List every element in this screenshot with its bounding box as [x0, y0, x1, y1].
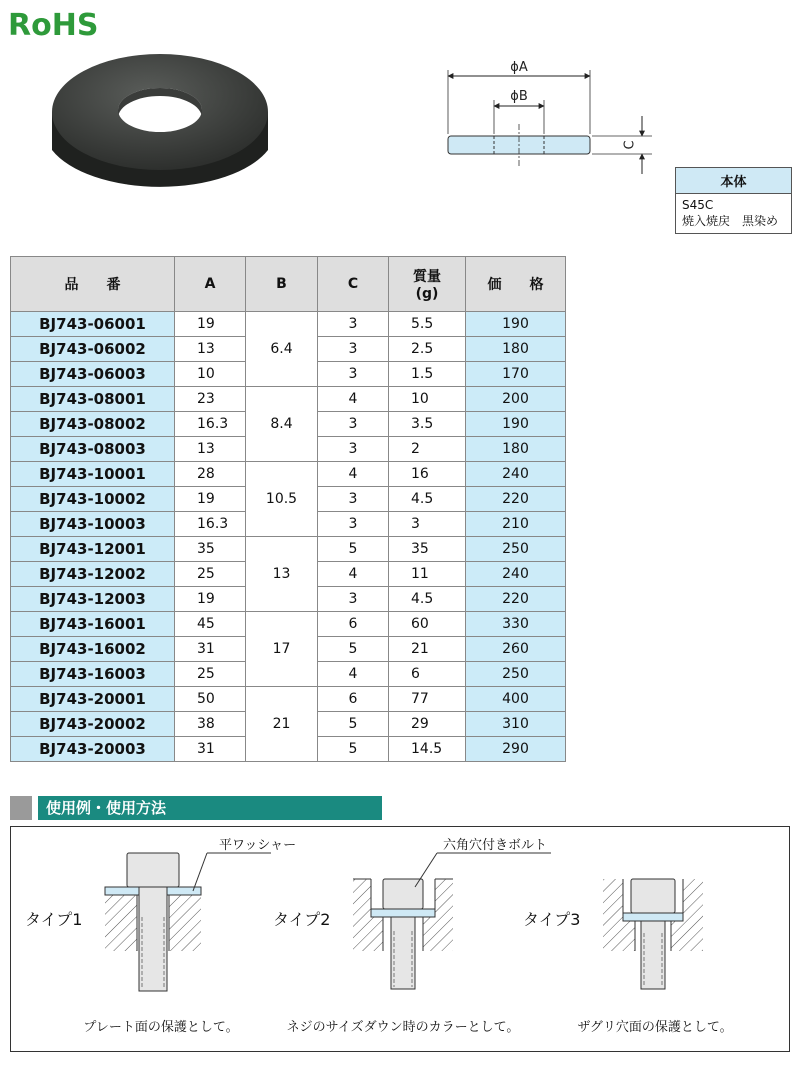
dimension-b-cell: 10.5: [246, 462, 318, 537]
callout-hex-socket-bolt: 六角穴付きボルト: [443, 838, 548, 853]
usage-panel: [10, 826, 790, 1052]
dimension-c-cell: 3: [318, 412, 389, 437]
header-mass-unit: (g): [415, 286, 439, 302]
table-row: [11, 312, 566, 337]
price-cell: 180: [466, 437, 566, 462]
table-row: [11, 537, 566, 562]
type1-diagram: [105, 853, 271, 991]
part-number-cell: BJ743-08003: [11, 437, 175, 462]
price-cell: 190: [466, 412, 566, 437]
section-marker: [10, 796, 32, 820]
type2-caption: ネジのサイズダウン時のカラーとして。: [286, 1020, 520, 1035]
part-number-cell: BJ743-12003: [11, 587, 175, 612]
dimension-c-cell: 3: [318, 362, 389, 387]
dimension-c-cell: 3: [318, 512, 389, 537]
mass-cell: 1.5: [389, 362, 466, 387]
dimension-a-cell: 50: [175, 687, 246, 712]
dimension-c-cell: 3: [318, 312, 389, 337]
type3-diagram: [603, 879, 703, 989]
mass-cell: 6: [389, 662, 466, 687]
dimension-b-cell: 21: [246, 687, 318, 762]
price-cell: 200: [466, 387, 566, 412]
dimension-a-cell: 23: [175, 387, 246, 412]
header-a: A: [175, 257, 246, 312]
mass-cell: 21: [389, 637, 466, 662]
type2-label: タイプ2: [273, 910, 331, 929]
material-line: S45C: [682, 198, 714, 212]
type2-diagram: [353, 853, 551, 989]
mass-cell: 10: [389, 387, 466, 412]
dimension-c-cell: 4: [318, 662, 389, 687]
part-number-cell: BJ743-06003: [11, 362, 175, 387]
dimension-a-cell: 10: [175, 362, 246, 387]
price-cell: 210: [466, 512, 566, 537]
header-mass: [389, 257, 466, 312]
mass-cell: 29: [389, 712, 466, 737]
usage-illustrations: [11, 827, 789, 1051]
dimension-a-cell: 19: [175, 312, 246, 337]
mass-cell: 4.5: [389, 487, 466, 512]
price-cell: 330: [466, 612, 566, 637]
callout-flat-washer: 平ワッシャー: [219, 838, 297, 853]
dimension-drawing: [430, 52, 670, 182]
table-row: [11, 687, 566, 712]
dimension-c-cell: 5: [318, 637, 389, 662]
price-cell: 240: [466, 562, 566, 587]
part-number-cell: BJ743-20002: [11, 712, 175, 737]
price-cell: 190: [466, 312, 566, 337]
header-price: 価 格: [466, 257, 566, 312]
rohs-logo: [6, 4, 106, 44]
price-cell: 260: [466, 637, 566, 662]
table-header-row: [11, 257, 566, 312]
price-cell: 310: [466, 712, 566, 737]
dimension-a-cell: 13: [175, 337, 246, 362]
mass-cell: 60: [389, 612, 466, 637]
type3-caption: ザグリ穴面の保護として。: [577, 1020, 733, 1035]
mass-cell: 14.5: [389, 737, 466, 762]
dimension-a-cell: 25: [175, 662, 246, 687]
header-part-number: 品 番: [11, 257, 175, 312]
price-cell: 180: [466, 337, 566, 362]
mass-cell: 16: [389, 462, 466, 487]
header-c: C: [318, 257, 389, 312]
product-photo: [40, 52, 280, 212]
dimension-c-cell: 4: [318, 462, 389, 487]
rohs-logo-text: RoHS: [8, 8, 99, 43]
price-cell: 290: [466, 737, 566, 762]
dim-label-a: ϕA: [510, 60, 528, 75]
material-line: 焼入焼戻 黒染め: [682, 214, 779, 228]
dimension-c-cell: 3: [318, 437, 389, 462]
dimension-c-cell: 3: [318, 487, 389, 512]
dimension-c-cell: 5: [318, 712, 389, 737]
type1-caption: プレート面の保護として。: [83, 1020, 239, 1035]
type1-label: タイプ1: [25, 910, 83, 929]
dimension-a-cell: 38: [175, 712, 246, 737]
part-number-cell: BJ743-12001: [11, 537, 175, 562]
mass-cell: 5.5: [389, 312, 466, 337]
mass-cell: 2: [389, 437, 466, 462]
dimension-a-cell: 35: [175, 537, 246, 562]
part-number-cell: BJ743-16003: [11, 662, 175, 687]
dimension-c-cell: 6: [318, 687, 389, 712]
dimension-c-cell: 3: [318, 587, 389, 612]
dimension-b-cell: 13: [246, 537, 318, 612]
type3-label: タイプ3: [523, 910, 581, 929]
dimension-a-cell: 31: [175, 637, 246, 662]
mass-cell: 4.5: [389, 587, 466, 612]
dimension-c-cell: 3: [318, 337, 389, 362]
price-cell: 250: [466, 537, 566, 562]
mass-cell: 11: [389, 562, 466, 587]
part-number-cell: BJ743-08002: [11, 412, 175, 437]
part-number-cell: BJ743-06002: [11, 337, 175, 362]
price-cell: 240: [466, 462, 566, 487]
table-row: [11, 462, 566, 487]
part-number-cell: BJ743-10001: [11, 462, 175, 487]
dimension-c-cell: 4: [318, 387, 389, 412]
table-row: [11, 387, 566, 412]
price-cell: 220: [466, 487, 566, 512]
header-b: B: [246, 257, 318, 312]
header-mass-label: 質量: [413, 269, 441, 285]
dimension-c-cell: 5: [318, 537, 389, 562]
dimension-a-cell: 19: [175, 587, 246, 612]
material-box: [675, 167, 792, 234]
dim-label-b: ϕB: [510, 89, 528, 104]
dimension-a-cell: 25: [175, 562, 246, 587]
dimension-c-cell: 6: [318, 612, 389, 637]
dimension-a-cell: 45: [175, 612, 246, 637]
price-cell: 170: [466, 362, 566, 387]
dimension-a-cell: 28: [175, 462, 246, 487]
part-number-cell: BJ743-08001: [11, 387, 175, 412]
dimension-c-cell: 5: [318, 737, 389, 762]
usage-section-header: [10, 796, 382, 820]
price-cell: 250: [466, 662, 566, 687]
price-cell: 220: [466, 587, 566, 612]
mass-cell: 2.5: [389, 337, 466, 362]
dimension-a-cell: 16.3: [175, 412, 246, 437]
dimension-b-cell: 6.4: [246, 312, 318, 387]
material-header: 本体: [676, 168, 791, 194]
part-number-cell: BJ743-12002: [11, 562, 175, 587]
dim-label-c: C: [622, 140, 638, 150]
spec-table: [10, 256, 566, 762]
usage-section-title: 使用例・使用方法: [38, 796, 382, 820]
dimension-a-cell: 19: [175, 487, 246, 512]
mass-cell: 35: [389, 537, 466, 562]
dimension-a-cell: 16.3: [175, 512, 246, 537]
dimension-a-cell: 31: [175, 737, 246, 762]
part-number-cell: BJ743-10002: [11, 487, 175, 512]
part-number-cell: BJ743-16002: [11, 637, 175, 662]
price-cell: 400: [466, 687, 566, 712]
dimension-c-cell: 4: [318, 562, 389, 587]
mass-cell: 77: [389, 687, 466, 712]
dimension-b-cell: 17: [246, 612, 318, 687]
mass-cell: 3.5: [389, 412, 466, 437]
part-number-cell: BJ743-16001: [11, 612, 175, 637]
table-row: [11, 612, 566, 637]
mass-cell: 3: [389, 512, 466, 537]
part-number-cell: BJ743-20001: [11, 687, 175, 712]
part-number-cell: BJ743-06001: [11, 312, 175, 337]
dimension-a-cell: 13: [175, 437, 246, 462]
dimension-b-cell: 8.4: [246, 387, 318, 462]
part-number-cell: BJ743-20003: [11, 737, 175, 762]
part-number-cell: BJ743-10003: [11, 512, 175, 537]
